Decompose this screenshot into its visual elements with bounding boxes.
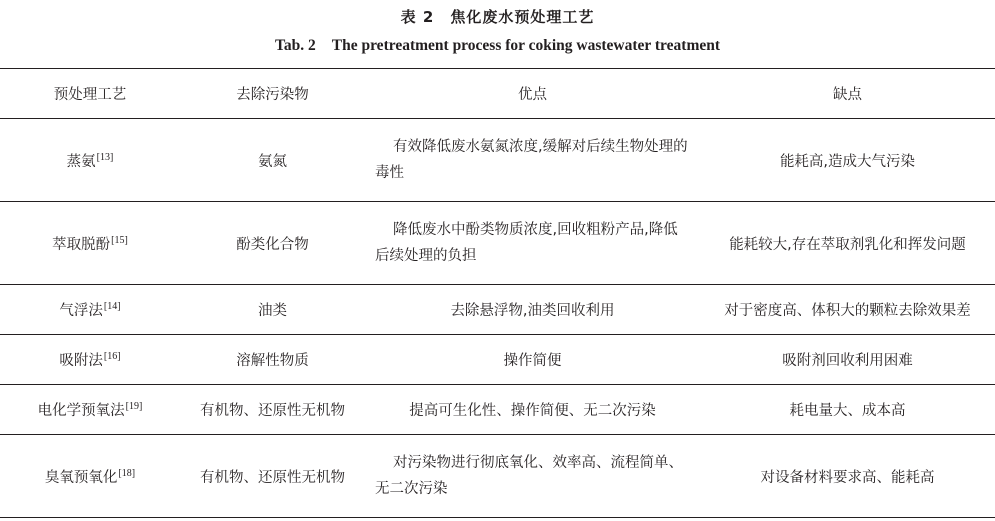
cell-advantage: 有效降低废水氨氮浓度,缓解对后续生物处理的毒性 [365, 119, 700, 202]
table-row [0, 385, 995, 435]
header-process: 预处理工艺 [0, 69, 180, 119]
cell-advantage: 操作简便 [365, 335, 700, 385]
citation-ref: [19] [125, 401, 143, 413]
cell-advantage: 去除悬浮物,油类回收利用 [365, 285, 700, 335]
caption-chinese [0, 6, 995, 27]
caption-en-title: The pretreatment process for coking wastewater treatment [331, 37, 721, 54]
cell-disadvantage: 对于密度高、体积大的颗粒去除效果差 [700, 285, 995, 335]
cell-pollutant: 氨氮 [180, 119, 365, 202]
table-row [0, 119, 995, 202]
caption-cn-label: 表 2 [400, 8, 435, 26]
citation-ref: [15] [111, 234, 128, 246]
cell-advantage: 提高可生化性、操作简便、无二次污染 [365, 385, 700, 435]
cell-disadvantage: 能耗高,造成大气污染 [700, 119, 995, 202]
caption-english [0, 37, 995, 55]
table-row [0, 435, 995, 518]
citation-ref: [18] [118, 467, 136, 479]
pretreatment-table [0, 68, 995, 518]
cell-pollutant: 溶解性物质 [180, 335, 365, 385]
cell-process: 蒸氨[13] [0, 119, 180, 202]
citation-ref: [13] [96, 151, 114, 163]
cell-process: 气浮法[14] [0, 285, 180, 335]
table-header-row [0, 69, 995, 119]
cell-advantage: 对污染物进行彻底氧化、效率高、流程简单、无二次污染 [365, 435, 700, 518]
caption-cn-title: 焦化废水预处理工艺 [450, 8, 595, 26]
header-pollutant: 去除污染物 [180, 69, 365, 119]
cell-process: 电化学预氧法[19] [0, 385, 180, 435]
cell-disadvantage: 耗电量大、成本高 [700, 385, 995, 435]
cell-pollutant: 酚类化合物 [180, 202, 365, 285]
cell-process: 吸附法[16] [0, 335, 180, 385]
citation-ref: [16] [103, 351, 121, 363]
cell-disadvantage: 能耗较大,存在萃取剂乳化和挥发问题 [700, 202, 995, 285]
cell-disadvantage: 吸附剂回收利用困难 [700, 335, 995, 385]
caption-en-label: Tab. 2 [274, 37, 316, 54]
cell-pollutant: 有机物、还原性无机物 [180, 435, 365, 518]
cell-process: 萃取脱酚[15] [0, 202, 180, 285]
table-row [0, 285, 995, 335]
cell-process: 臭氧预氧化[18] [0, 435, 180, 518]
cell-disadvantage: 对设备材料要求高、能耗高 [700, 435, 995, 518]
cell-advantage: 降低废水中酚类物质浓度,回收粗粉产品,降低后续处理的负担 [365, 202, 700, 285]
citation-ref: [14] [103, 301, 121, 313]
header-advantage: 优点 [365, 69, 700, 119]
table-row [0, 335, 995, 385]
cell-pollutant: 有机物、还原性无机物 [180, 385, 365, 435]
header-disadvantage: 缺点 [700, 69, 995, 119]
cell-pollutant: 油类 [180, 285, 365, 335]
table-row [0, 202, 995, 285]
